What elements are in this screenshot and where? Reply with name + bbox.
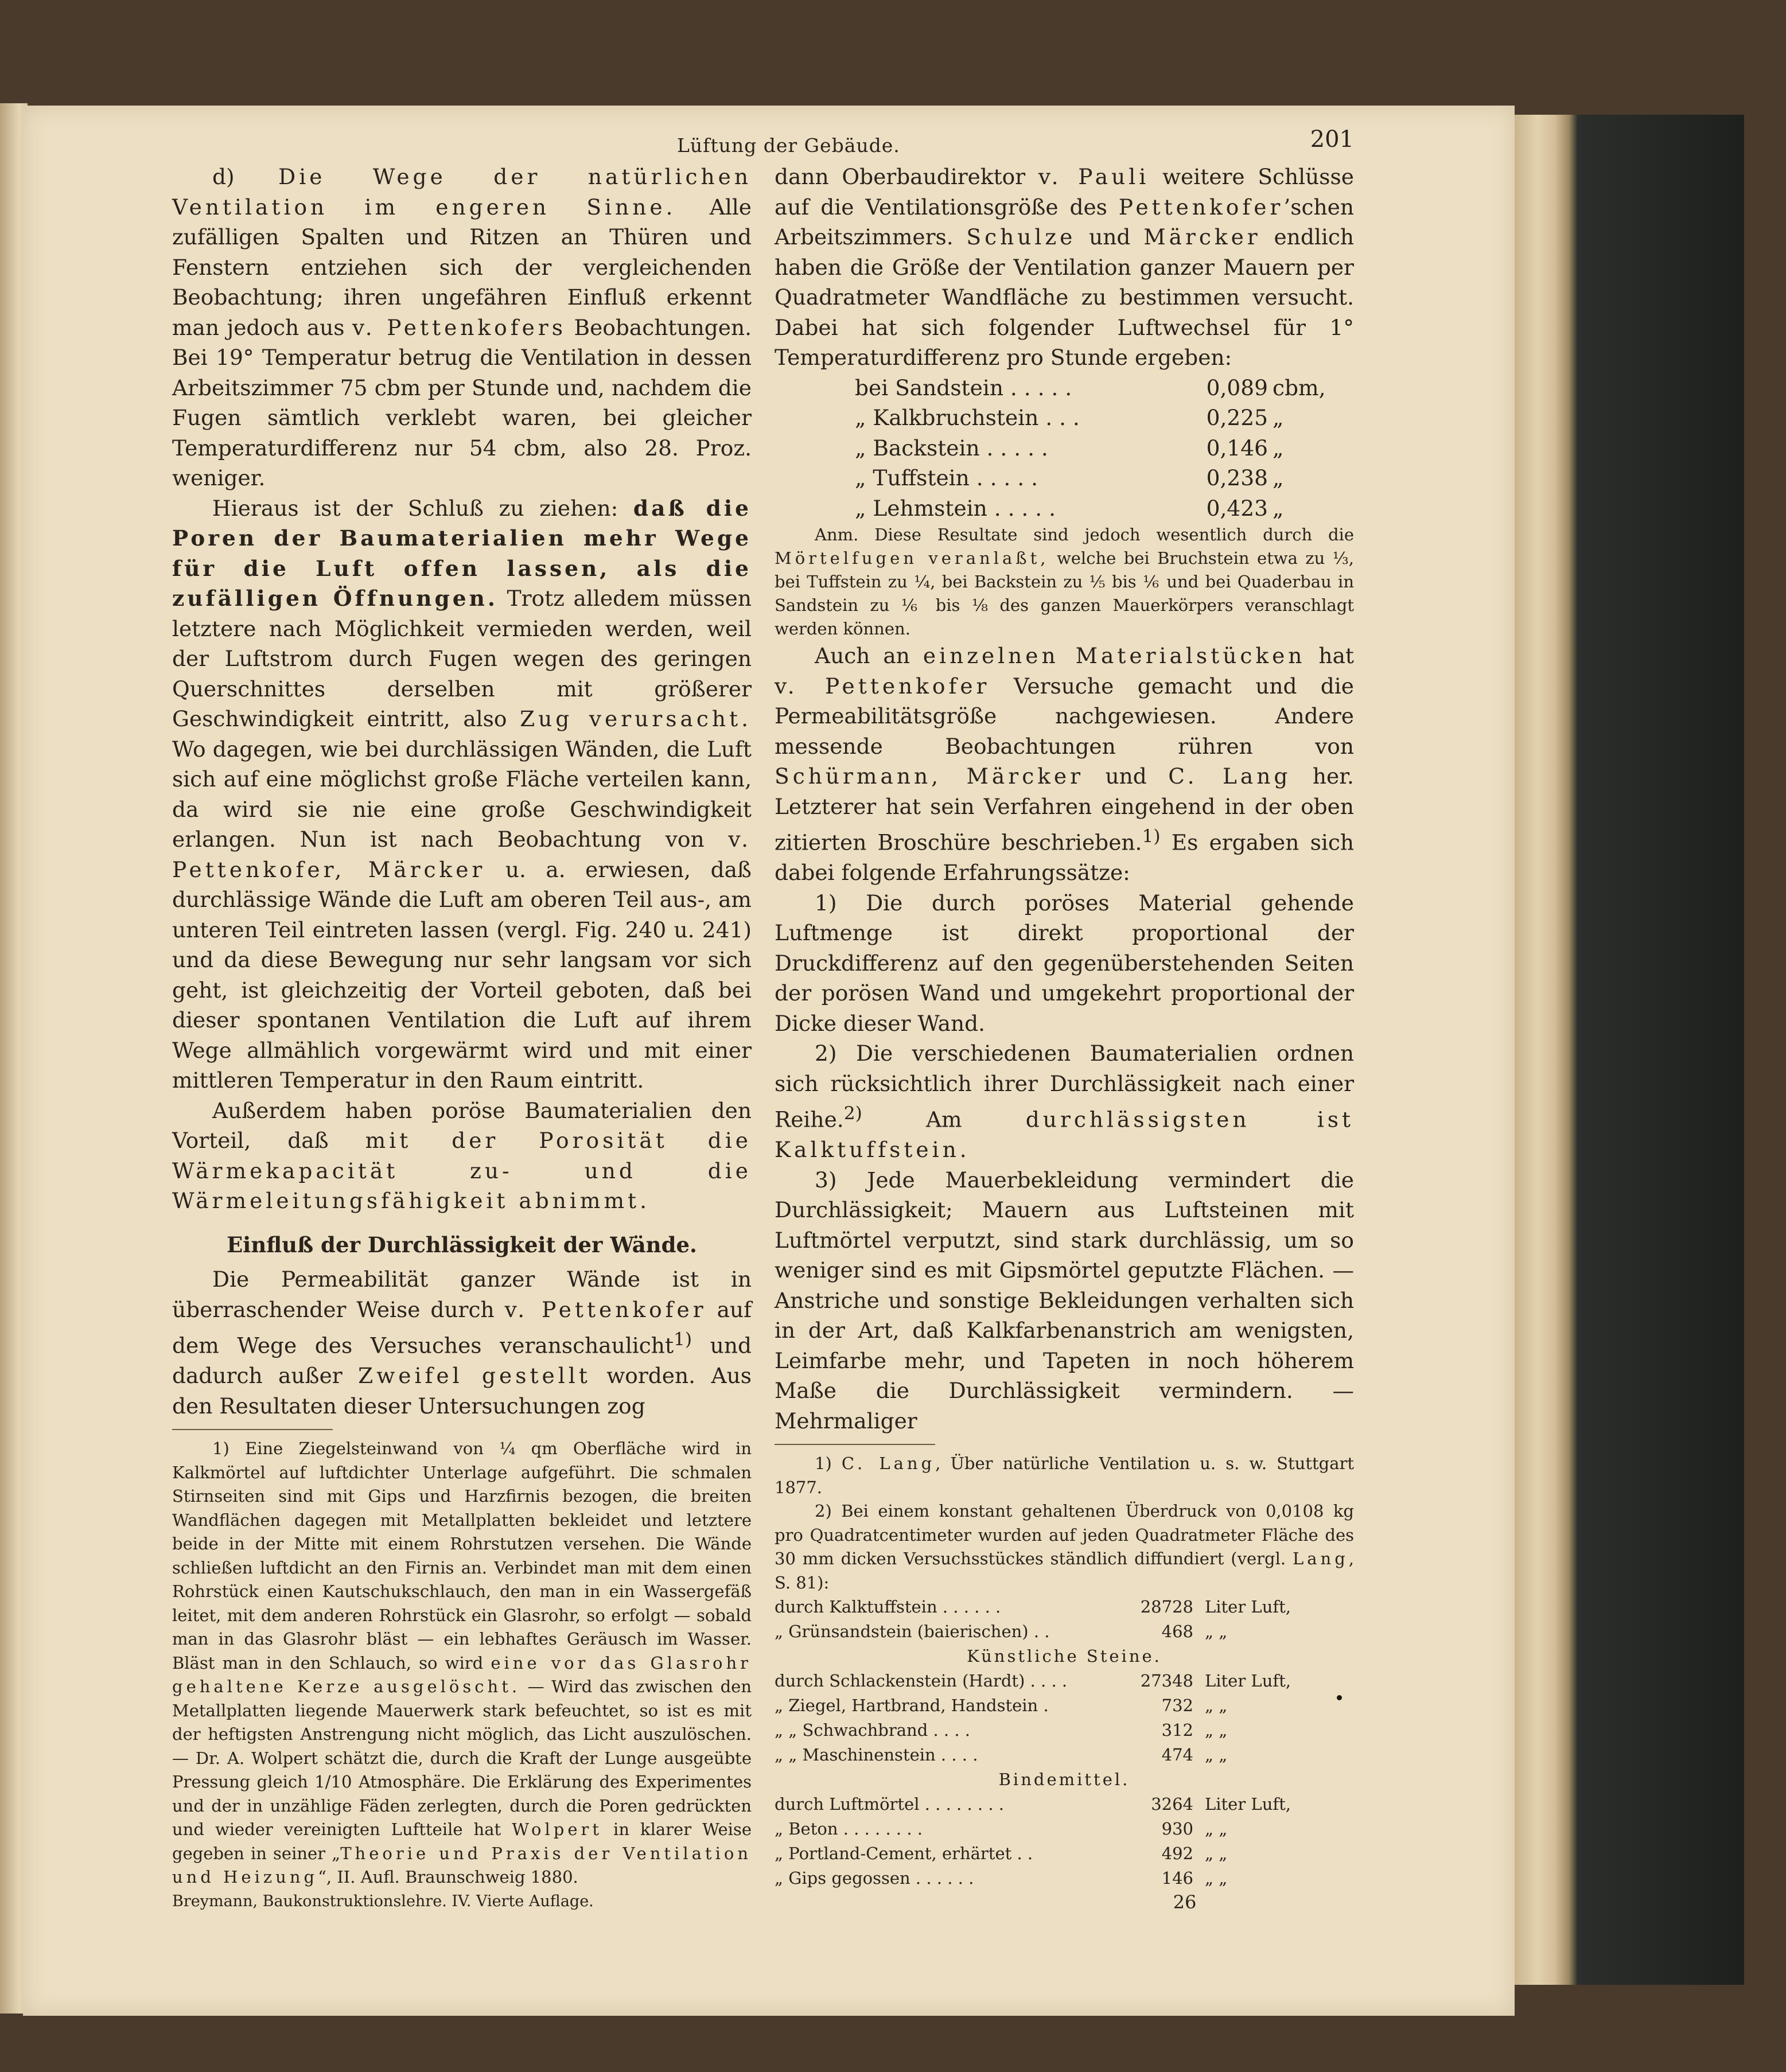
- table-row: „ Beton . . . . . . . . 930 „ „: [775, 1819, 1228, 1839]
- table-row: „ Gips gegossen . . . . . . 146 „ „: [775, 1868, 1228, 1888]
- left-column: [172, 162, 752, 1913]
- footnotes: [775, 1452, 1354, 1914]
- remark-note: Anm. Diese Resultate sind jedoch wesentlich durch die Mörtelfugen veranlaßt, welche bei Bruchstein etwa zu ⅓, bei Tuffstein zu ¼, bei Backstein zu ⅕ bis ⅙ und bei Quaderbau in Sandstein zu ⅙ bis ⅛ des ganzen Mauerkörpers veranschlagt werden können.: [775, 525, 1354, 638]
- paragraph: Außerdem haben poröse Baumaterialien den Vorteil, daß mit der Porosität die Wärmekapacität zu- und die Wärmeleitungsfähigkeit abnimmt.: [172, 1097, 752, 1213]
- permeability-table: [775, 1595, 1354, 1891]
- footnote: 2) Bei einem konstant gehaltenen Überdruck von 0,0108 kg pro Quadratcentimeter wurden auf jeden Quadratmeter Fläche des 30 mm dicken Versuchsstückes ständlich diffundiert (vergl. Lang, S. 81):: [775, 1501, 1354, 1592]
- section-heading: Einfluß der Durchlässigkeit der Wände.: [227, 1232, 697, 1257]
- sheet-number: 26: [1173, 1891, 1197, 1913]
- table-row: „ Grünsandstein (baierischen) . . 468 „ „: [775, 1622, 1228, 1641]
- paragraph: Auch an einzelnen Materialstücken hat v. Pettenkofer Versuche gemacht und die Permeabilitätsgröße nachgewiesen. Andere messende Beobachtungen rühren von Schürmann, Märcker und C. Lang her. Letzterer hat sein Verfahren eingehend in der oben zitierten Broschüre beschrieben.$^{1)}$ Es ergaben sich dabei folgende Erfahrungssätze:: [775, 643, 1354, 885]
- table-subheading: Bindemittel.: [998, 1770, 1130, 1789]
- table-row: durch Schlackenstein (Hardt) . . . . 27348 Liter Luft,: [775, 1671, 1291, 1691]
- table-row: „ Kalkbruchstein . . . 0,225 „: [855, 405, 1284, 430]
- table-row: „ Tuffstein . . . . . 0,238 „: [855, 465, 1284, 490]
- paragraph: dann Oberbaudirektor v. Pauli weitere Schlüsse auf die Ventilationsgröße des Pettenkofer’schen Arbeitszimmers. Schulze und Märcker endlich haben die Größe der Ventilation ganzer Mauern per Quadratmeter Wandfläche zu bestimmen versucht. Dabei hat sich folgender Luftwechsel für 1° Temperaturdifferenz pro Stunde ergeben:: [775, 164, 1354, 370]
- table-row: „ Lehmstein . . . . . 0,423 „: [855, 495, 1284, 521]
- paragraph: Die Permeabilität ganzer Wände ist in überraschender Weise durch v. Pettenkofer auf dem Wege des Versuches veranschaulicht$^{1)}$ und dadurch außer Zweifel gestellt worden. Aus den Resultaten dieser Untersuchungen zog: [172, 1267, 752, 1419]
- table-row: durch Kalktuffstein . . . . . . 28728 Liter Luft,: [775, 1597, 1291, 1617]
- table-row: bei Sandstein . . . . . 0,089 cbm,: [855, 375, 1326, 400]
- author-line: Breymann, Baukonstruktionslehre. IV. Vierte Auflage.: [172, 1892, 594, 1910]
- footnote: 1) C. Lang, Über natürliche Ventilation u. s. w. Stuttgart 1877.: [775, 1454, 1355, 1497]
- footnote: 1) Eine Ziegelsteinwand von ¼ qm Oberfläche wird in Kalkmörtel auf luftdichter Unterlage aufgeführt. Die schmalen Stirnseiten sind mit Gips und Harzfirnis bezogen, die breiten Wandflächen dagegen mit Metallplatten bekleidet und letztere beide in der Mitte mit einem Rohrstutzen versehen. Die Wände schließen luftdicht an den Firnis an. Verbindet man mit dem einen Rohrstück einen Kautschukschlauch, den man in ein Wassergefäß leitet, mit dem anderen Rohrstück ein Glasrohr, so erfolgt — sobald man in das Glasrohr bläst — ein lebhaftes Geräusch im Wasser. Bläst man in den Schlauch, so wird eine vor das Glasrohr gehaltene Kerze ausgelöscht. — Wird das zwischen den Metallplatten liegende Mauerwerk stark befeuchtet, so ist es mit der heftigsten Anstrengung nicht möglich, das Licht auszulöschen. — Dr. A. Wolpert schätzt die, durch die Kraft der Lunge ausgeübte Pressung gleich 1/10 Atmosphäre. Die Erklärung des Experimentes und der in unzählige Fäden zerlegten, durch die Poren gedrückten und wieder vereinigten Luftteile hat Wolpert in klarer Weise gegeben in seiner „Theorie und Praxis der Ventilation und Heizung“, II. Aufl. Braunschweig 1880. Breymann, Baukonstruktionslehre. IV. Vierte Auflage.: [172, 1437, 752, 1913]
- table-row: „ Ziegel, Hartbrand, Handstein . 732 „ „: [775, 1696, 1228, 1715]
- running-head: Lüftung der Gebäude.: [677, 134, 900, 157]
- table-row: „ Portland-Cement, erhärtet . . 492 „ „: [775, 1844, 1228, 1863]
- book-edge: [1515, 115, 1744, 1985]
- paragraph: Hieraus ist der Schluß zu ziehen: daß die Poren der Baumaterialien mehr Wege für die Luft offen lassen, als die zufälligen Öffnungen. Trotz alledem müssen letztere nach Möglichkeit vermieden werden, weil der Luftstrom durch Fugen wegen des geringen Querschnittes derselben mit größerer Geschwindigkeit eintritt, also Zug verursacht. Wo dagegen, wie bei durchlässigen Wänden, die Luft sich auf eine möglichst große Fläche verteilen kann, da wird sie nie eine große Geschwindigkeit erlangen. Nun ist nach Beobachtung von v. Pettenkofer, Märcker u. a. erwiesen, daß durchlässige Wände die Luft am oberen Teil aus-, am unteren Teil eintreten lassen (vergl. Fig. 240 u. 241) und da diese Bewegung nur sehr langsam vor sich geht, ist gleichzeitig der Vorteil geboten, daß bei dieser spontanen Ventilation die Luft auf ihrem Wege allmählich vorgewärmt wird und mit einer mittleren Temperatur in den Raum eintritt.: [172, 495, 752, 1093]
- table-row: „ „ Schwachbrand . . . . 312 „ „: [775, 1720, 1228, 1740]
- paragraph: d) Die Wege der natürlichen Ventilation im engeren Sinne. Alle zufälligen Spalten und Ritzen an Thüren und Fenstern entziehen sich der vergleichenden Beobachtung; ihren ungefähren Einfluß erkennt man jedoch aus v. Pettenkofers Beobachtungen. Bei 19° Temperatur betrug die Ventilation in dessen Arbeitszimmer 75 cbm per Stunde und, nachdem die Fugen sämtlich verklebt waren, bei gleicher Temperaturdifferenz nur 54 cbm, also 28. Proz. weniger.: [172, 164, 752, 490]
- table-row: „ Backstein . . . . . 0,146 „: [855, 435, 1284, 461]
- paragraph: 2) Die verschiedenen Baumaterialien ordnen sich rücksichtlich ihrer Durchlässigkeit nach einer Reihe.$^{2)}$ Am durchlässigsten ist Kalktuffstein.: [775, 1041, 1355, 1162]
- table-row: durch Luftmörtel . . . . . . . . 3264 Liter Luft,: [775, 1794, 1291, 1814]
- table-row: „ „ Maschinenstein . . . . 474 „ „: [775, 1745, 1228, 1765]
- footnote-rule: [172, 1429, 333, 1430]
- paragraph: 1) Die durch poröses Material gehende Luftmenge ist direkt proportional der Druckdifferenz auf den gegenüberstehenden Seiten der porösen Wand und umgekehrt proportional der Dicke dieser Wand.: [775, 890, 1354, 1036]
- footnote-rule: [775, 1444, 935, 1445]
- paragraph: 3) Jede Mauerbekleidung vermindert die Durchlässigkeit; Mauern aus Luftsteinen mit Luftmörtel verputzt, sind stark durchlässig, um so weniger sind es mit Gipsmörtel geputzte Flächen. — Anstriche und sonstige Bekleidungen verhalten sich in der Art, daß Kalkfarbenanstrich am wenigsten, Leimfarbe mehr, und Tapeten in noch höherem Maße die Durchlässigkeit vermindern. — Mehrmaliger: [775, 1167, 1354, 1434]
- table-subheading: Künstliche Steine.: [967, 1646, 1162, 1666]
- right-column: [775, 162, 1354, 1914]
- ink-dot: [1337, 1695, 1342, 1700]
- ventilation-table: [775, 373, 1354, 524]
- page-number: 201: [1310, 126, 1354, 153]
- page-header: [172, 126, 1354, 161]
